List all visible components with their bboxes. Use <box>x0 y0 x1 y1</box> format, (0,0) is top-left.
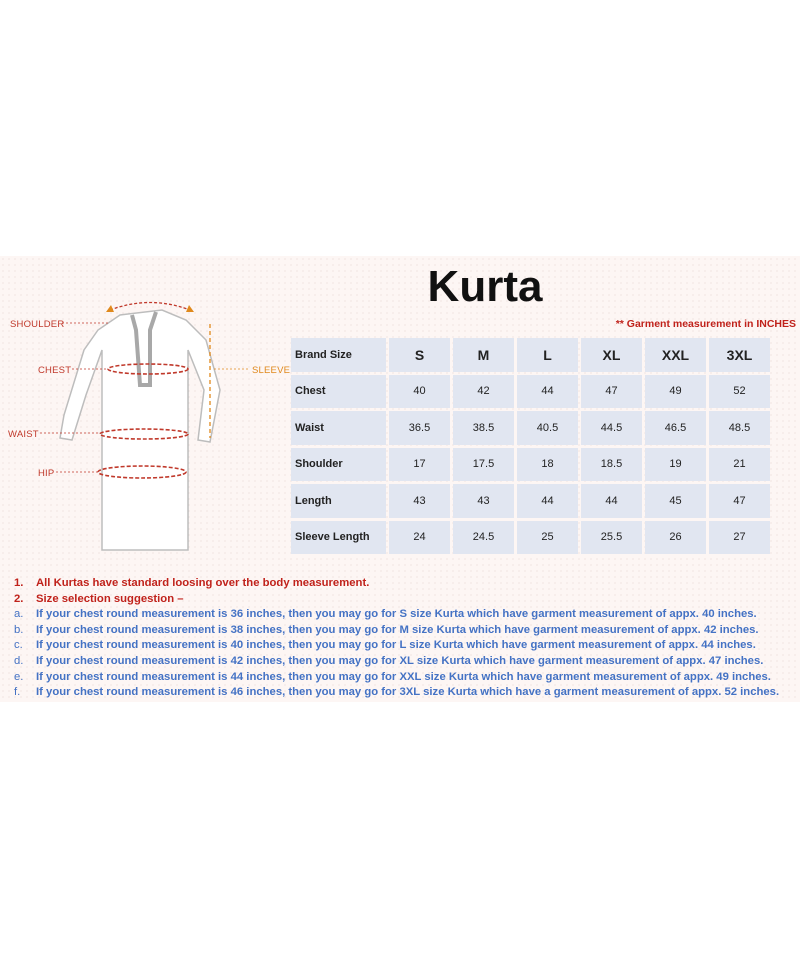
suggestion-item <box>14 607 794 623</box>
suggestion-item <box>14 638 794 654</box>
sleeve-label: SLEEVE <box>252 365 291 376</box>
table-cell: 18.5 <box>581 448 642 482</box>
table-row-shoulder <box>291 448 770 482</box>
table-cell: 43 <box>453 484 514 518</box>
row-label: Sleeve Length <box>291 521 386 555</box>
suggestion-marker: a. <box>14 608 24 621</box>
notes-section <box>14 576 794 701</box>
suggestion-item <box>14 623 794 639</box>
size-header-cell: L <box>517 338 578 372</box>
table-cell: 26 <box>645 521 706 555</box>
kurta-measurement-figure <box>0 290 300 570</box>
table-cell: 40 <box>389 375 450 409</box>
note-standard-loosing <box>14 576 794 592</box>
size-header-cell: XXL <box>645 338 706 372</box>
shoulder-label: SHOULDER <box>10 319 65 330</box>
table-cell: 44 <box>581 484 642 518</box>
table-cell: 17.5 <box>453 448 514 482</box>
row-label: Shoulder <box>291 448 386 482</box>
table-cell: 49 <box>645 375 706 409</box>
note-marker: 1. <box>14 577 24 589</box>
row-label: Waist <box>291 411 386 445</box>
suggestion-item <box>14 654 794 670</box>
table-cell: 24.5 <box>453 521 514 555</box>
suggestion-marker: e. <box>14 670 24 683</box>
note-marker: 2. <box>14 592 24 605</box>
table-row-sleeve-length <box>291 521 770 555</box>
table-cell: 44 <box>517 484 578 518</box>
table-row-waist <box>291 411 770 445</box>
table-cell: 42 <box>453 375 514 409</box>
suggestion-text: If your chest round measurement is 42 inches, then you may go for XL size Kurta which have garment measurement of appx. 47 inches. <box>36 654 764 667</box>
suggestion-text: If your chest round measurement is 40 inches, then you may go for L size Kurta which have garment measurement of appx. 44 inches. <box>36 639 756 652</box>
size-table <box>288 335 773 557</box>
size-header-row <box>291 338 770 372</box>
table-cell: 46.5 <box>645 411 706 445</box>
table-cell: 18 <box>517 448 578 482</box>
table-cell: 19 <box>645 448 706 482</box>
measurement-unit-note: ** Garment measurement in INCHES <box>615 318 796 330</box>
waist-label: WAIST <box>8 429 39 440</box>
table-cell: 48.5 <box>709 411 770 445</box>
suggestion-text: If your chest round measurement is 36 inches, then you may go for S size Kurta which have garment measurement of appx. 40 inches. <box>36 608 757 621</box>
table-cell: 44.5 <box>581 411 642 445</box>
table-cell: 47 <box>581 375 642 409</box>
table-cell: 52 <box>709 375 770 409</box>
table-row-length <box>291 484 770 518</box>
table-cell: 45 <box>645 484 706 518</box>
table-cell: 21 <box>709 448 770 482</box>
row-label: Chest <box>291 375 386 409</box>
suggestion-text: If your chest round measurement is 46 inches, then you may go for 3XL size Kurta which have a garment measurement of appx. 52 inches. <box>36 686 780 699</box>
suggestion-marker: b. <box>14 623 24 636</box>
suggestion-marker: d. <box>14 654 24 667</box>
table-cell: 40.5 <box>517 411 578 445</box>
table-cell: 17 <box>389 448 450 482</box>
note-text: Size selection suggestion – <box>36 592 184 605</box>
table-row-chest <box>291 375 770 409</box>
table-cell: 36.5 <box>389 411 450 445</box>
note-text: All Kurtas have standard loosing over the body measurement. <box>36 577 370 589</box>
hip-label: HIP <box>38 468 55 479</box>
note-size-selection <box>14 592 794 608</box>
table-cell: 44 <box>517 375 578 409</box>
table-cell: 24 <box>389 521 450 555</box>
kurta-illustration <box>0 290 300 570</box>
suggestion-marker: f. <box>14 686 21 699</box>
row-label: Length <box>291 484 386 518</box>
suggestion-item <box>14 685 794 701</box>
size-header-cell: S <box>389 338 450 372</box>
table-cell: 38.5 <box>453 411 514 445</box>
size-header-cell: 3XL <box>709 338 770 372</box>
table-cell: 25.5 <box>581 521 642 555</box>
table-cell: 27 <box>709 521 770 555</box>
size-header-cell: XL <box>581 338 642 372</box>
suggestion-text: If your chest round measurement is 38 inches, then you may go for M size Kurta which have garment measurement of appx. 42 inches. <box>36 623 759 636</box>
suggestion-item <box>14 670 794 686</box>
suggestion-text: If your chest round measurement is 44 inches, then you may go for XXL size Kurta which have garment measurement of appx. 49 inches. <box>36 670 771 683</box>
suggestion-marker: c. <box>14 639 23 652</box>
chest-label: CHEST <box>38 365 72 376</box>
brand-size-header: Brand Size <box>291 338 386 372</box>
size-header-cell: M <box>453 338 514 372</box>
table-cell: 25 <box>517 521 578 555</box>
page-title: Kurta <box>427 262 543 311</box>
table-cell: 43 <box>389 484 450 518</box>
table-cell: 47 <box>709 484 770 518</box>
